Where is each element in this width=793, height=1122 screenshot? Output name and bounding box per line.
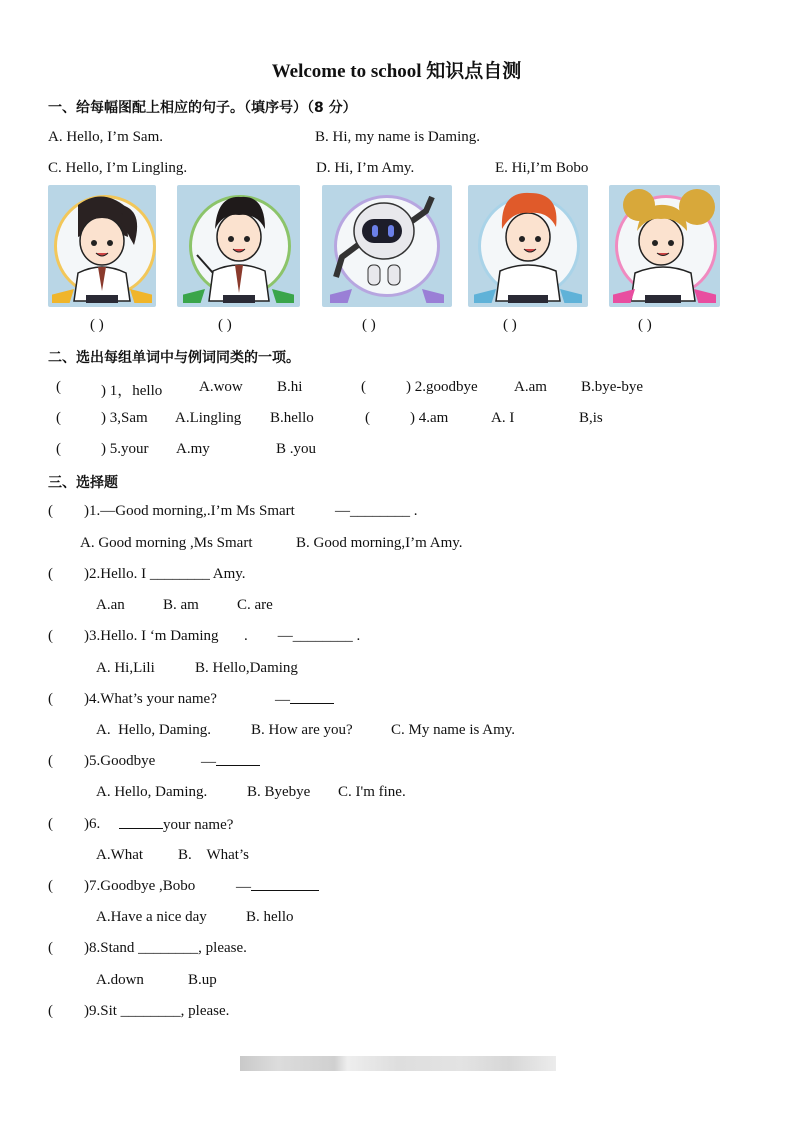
s3-q2-paren[interactable]: ( [48, 566, 53, 582]
option-b: B. Hi, my name is Daming. [315, 129, 480, 145]
s3-q4-dash: — [275, 692, 290, 708]
s3-q6-stem: )6. [84, 816, 101, 832]
s3-q1-tail: —________ . [335, 503, 418, 519]
s2-q2-word-text: 2.goodbye [414, 379, 478, 395]
s3-q9-paren[interactable]: ( [48, 1003, 53, 1019]
s2-q2-paren[interactable]: ( [361, 379, 366, 395]
boy-red-hair-illustration [468, 185, 588, 307]
s3-q6-tail [119, 816, 233, 834]
s3-q7-dash: — [236, 879, 251, 895]
section3-heading: 三、选择题 [48, 475, 118, 491]
s3-q5-paren[interactable]: ( [48, 753, 53, 769]
s3-q6-option-a: A.What [96, 847, 144, 863]
answer-blank-4[interactable]: ( ) [503, 317, 517, 333]
s3-q9-stem: )9.Sit ________, please. [84, 1003, 230, 1019]
s3-q8-paren[interactable]: ( [48, 940, 53, 956]
s3-q6-paren[interactable]: ( [48, 816, 53, 832]
s3-q5-dash: — [201, 754, 216, 770]
answer-blank-2[interactable]: ( ) [218, 317, 232, 333]
s2-q5-word: ) 5.your [101, 441, 149, 457]
s3-q1-option-a: A. Good morning ,Ms Smart [80, 535, 253, 551]
page-title: Welcome to school 知识点自测 [271, 61, 522, 82]
s3-q5-stem: )5.Goodbye [84, 753, 156, 769]
option-a: A. Hello, I’m Sam. [48, 129, 163, 145]
s3-q7-option-b: B. hello [246, 909, 294, 925]
s3-q2-option-b: B. am [163, 597, 199, 613]
s2-q3-a: A.Lingling [175, 410, 242, 426]
s3-q7-paren[interactable]: ( [48, 878, 53, 894]
s2-q1-a: A.wow [199, 379, 243, 395]
s3-q5-option-b: B. Byebye [247, 784, 311, 800]
s3-q5-option-c: C. I'm fine. [338, 784, 406, 800]
s2-q3-word: ) 3,Sam [101, 410, 148, 426]
picture-robot [322, 185, 452, 307]
s3-q1-option-b: B. Good morning,I’m Amy. [296, 535, 463, 551]
s3-q8-stem: )8.Stand ________, please. [84, 940, 247, 956]
s3-q5-option-a: A. Hello, Daming. [96, 784, 208, 800]
s3-q8-option-a: A.down [96, 972, 144, 988]
girl-blonde-buns-illustration [609, 185, 720, 307]
answer-blank-3[interactable]: ( ) [362, 317, 376, 333]
s2-q5-word-text: 5.your [109, 441, 149, 457]
s3-q2-option-a: A.an [96, 597, 125, 613]
option-e: E. Hi,I’m Bobo [495, 160, 589, 176]
picture-boy-red-hair [468, 185, 588, 307]
s2-q4-b: B,is [579, 410, 603, 426]
s2-q1-paren[interactable]: ( [56, 379, 61, 395]
s3-q4-option-b: B. How are you? [251, 722, 353, 738]
s3-q3-option-b: B. Hello,Daming [195, 660, 298, 676]
section2-heading: 二、选出每组单词中与例词同类的一项。 [48, 350, 300, 366]
s2-q5-a: A.my [176, 441, 210, 457]
s3-q6-tail-text: your name? [163, 817, 234, 833]
section1-heading: 一、给每幅图配上相应的句子。（填序号）（8 分） [48, 100, 357, 116]
s2-q4-paren[interactable]: ( [365, 410, 370, 426]
s3-q2-stem: )2.Hello. I ________ Amy. [84, 566, 246, 582]
s2-q4-word: ) 4.am [410, 410, 449, 426]
s2-q1-b: B.hi [277, 379, 303, 395]
s3-q8-option-b: B.up [188, 972, 217, 988]
s3-q6-option-b: B. What’s [178, 847, 249, 863]
s3-q6-blank[interactable] [119, 816, 163, 829]
girl-ponytail-illustration [48, 185, 156, 307]
s2-q1-word-text: 1，hello [109, 383, 163, 399]
s2-q1-word: ) 1，hello [101, 383, 163, 399]
s3-q3-paren[interactable]: ( [48, 628, 53, 644]
s3-q3-tail: . —________ . [244, 628, 361, 644]
s2-q4-word-text: 4.am [418, 410, 449, 426]
s3-q7-option-a: A.Have a nice day [96, 909, 207, 925]
s2-q5-paren[interactable]: ( [56, 441, 61, 457]
s2-q2-b: B.bye-bye [581, 379, 644, 395]
s3-q4-tail [275, 691, 334, 709]
s2-q4-a: A. I [491, 410, 515, 426]
answer-blank-5[interactable]: ( ) [638, 317, 652, 333]
option-d: D. Hi, I’m Amy. [316, 160, 415, 176]
s3-q3-stem: )3.Hello. I ‘m Daming [84, 628, 219, 644]
s3-q4-blank[interactable] [290, 691, 334, 704]
s3-q4-option-c: C. My name is Amy. [391, 722, 516, 738]
s3-q5-tail [201, 753, 260, 771]
s3-q7-stem: )7.Goodbye ,Bobo [84, 878, 196, 894]
s2-q3-b: B.hello [270, 410, 314, 426]
robot-illustration [322, 185, 452, 307]
s3-q1-stem: )1.—Good morning,.I’m Ms Smart [84, 503, 295, 519]
blurred-footer-bar [240, 1056, 556, 1071]
s3-q4-option-a: A. Hello, Daming. [96, 722, 211, 738]
s2-q5-b: B .you [276, 441, 317, 457]
picture-girl-ponytail [48, 185, 156, 307]
boy-black-hair-illustration [177, 185, 300, 307]
picture-boy-black-hair [177, 185, 300, 307]
option-c: C. Hello, I’m Lingling. [48, 160, 188, 176]
s3-q2-option-c: C. are [237, 597, 273, 613]
s2-q3-word-text: 3,Sam [109, 410, 148, 426]
s3-q7-blank[interactable] [251, 878, 319, 891]
s2-q3-paren[interactable]: ( [56, 410, 61, 426]
s3-q5-blank[interactable] [216, 753, 260, 766]
picture-girl-blonde-buns [609, 185, 720, 307]
s3-q7-tail [236, 878, 319, 896]
s3-q1-paren[interactable]: ( [48, 503, 53, 519]
answer-blank-1[interactable]: ( ) [90, 317, 104, 333]
s3-q4-paren[interactable]: ( [48, 691, 53, 707]
s2-q2-a: A.am [514, 379, 547, 395]
s3-q4-stem: )4.What’s your name? [84, 691, 217, 707]
s3-q3-option-a: A. Hi,Lili [96, 660, 155, 676]
s2-q2-word: ) 2.goodbye [406, 379, 478, 395]
